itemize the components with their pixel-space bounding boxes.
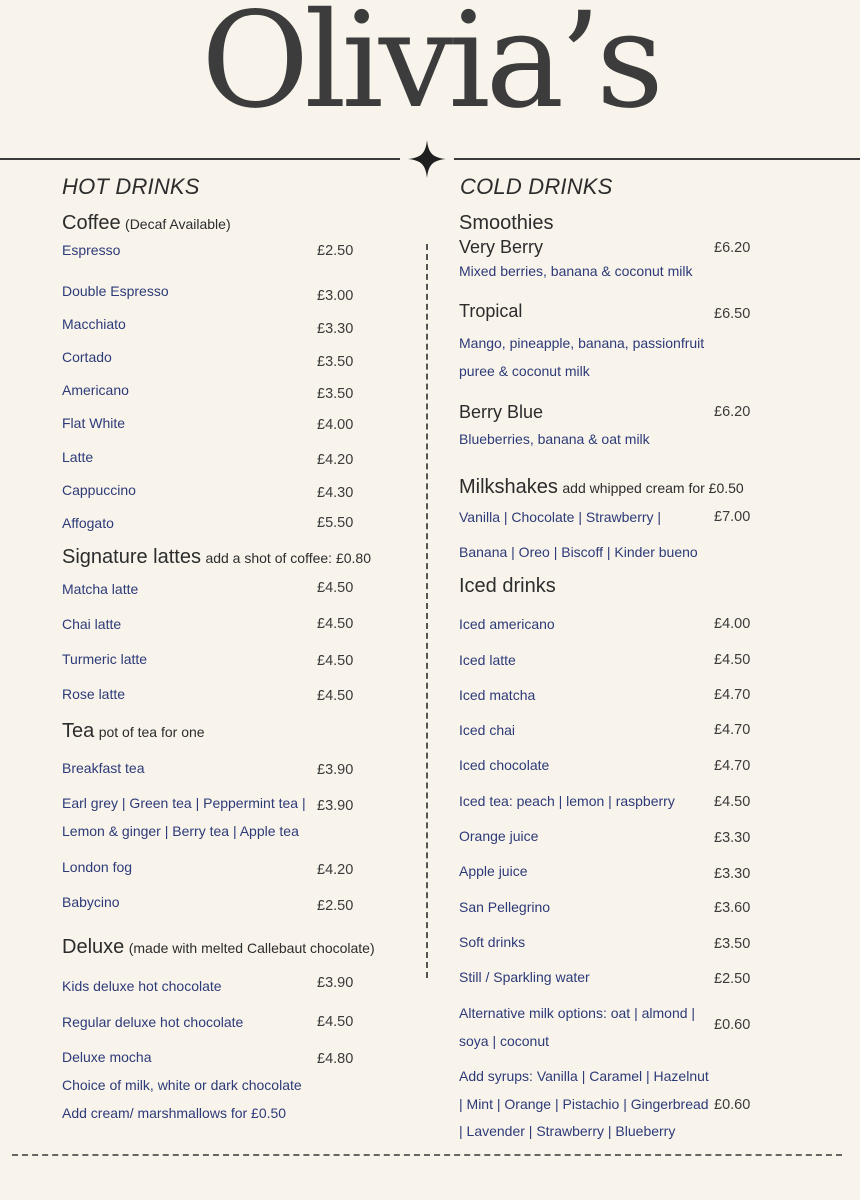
menu-title: Olivia’s	[201, 0, 659, 138]
smoothie-description: Mixed berries, banana & coconut milk	[459, 263, 693, 279]
menu-item-price: £3.30	[317, 321, 354, 337]
menu-item-price: £4.50	[317, 580, 354, 596]
iced-drinks-title: Iced drinks	[459, 575, 556, 597]
coffee-header	[62, 212, 231, 235]
menu-item-price: £4.50	[317, 1014, 354, 1030]
tea-list-line-1: Earl grey | Green tea | Peppermint tea |	[62, 795, 306, 811]
menu-item-price: £3.90	[317, 798, 354, 814]
menu-item-price: £4.20	[317, 862, 354, 878]
menu-item-name: Espresso	[62, 242, 121, 258]
menu-item-price: £4.50	[714, 652, 751, 668]
menu-item-price: £4.20	[317, 452, 354, 468]
smoothie-name: Tropical	[459, 301, 523, 321]
menu-item-price: £3.50	[317, 354, 354, 370]
deluxe-choice-note: Choice of milk, white or dark chocolate	[62, 1077, 302, 1093]
menu-item-price: £4.00	[317, 417, 354, 433]
menu-item-name: London fog	[62, 859, 133, 875]
menu-item-name: Apple juice	[459, 863, 528, 879]
menu-item-name: Deluxe mocha	[62, 1049, 152, 1065]
syrups-line-1: Add syrups: Vanilla | Caramel | Hazelnut	[459, 1068, 709, 1084]
footer-divider	[12, 1154, 842, 1156]
menu-item-price: £3.30	[714, 830, 751, 846]
menu-item-price: £4.50	[317, 688, 354, 704]
deluxe-title: Deluxe	[62, 936, 125, 958]
milkshake-flavours-line-2: Banana | Oreo | Biscoff | Kinder bueno	[459, 544, 698, 560]
hot-drinks-heading: HOT DRINKS	[62, 174, 200, 199]
smoothie-description: puree & coconut milk	[459, 363, 590, 379]
menu-item-price: £2.50	[317, 898, 354, 914]
menu-item-price: £6.20	[714, 240, 751, 256]
menu-item-name: Rose latte	[62, 686, 126, 702]
tea-note: pot of tea for one	[98, 724, 205, 740]
menu-item-price: £4.70	[714, 687, 751, 703]
menu-item-price: £3.30	[714, 866, 751, 882]
smoothie-name: Very Berry	[459, 237, 544, 257]
menu-item-name: Breakfast tea	[62, 760, 145, 776]
tea-title: Tea	[62, 720, 95, 742]
milkshake-flavours-line-1: Vanilla | Chocolate | Strawberry |	[459, 509, 662, 525]
tea-list-line-2: Lemon & ginger | Berry tea | Apple tea	[62, 823, 299, 839]
deluxe-header	[62, 936, 375, 959]
menu-item-price: £3.50	[317, 386, 354, 402]
menu-item-price: £4.00	[714, 616, 751, 632]
menu-item-name: Chai latte	[62, 616, 122, 632]
menu-item-price: £3.90	[317, 762, 354, 778]
menu-item-name: San Pellegrino	[459, 899, 551, 915]
deluxe-note: (made with melted Callebaut chocolate)	[128, 940, 375, 956]
menu-item-price: £6.20	[714, 404, 751, 420]
syrups-line-3: | Lavender | Strawberry | Blueberry	[459, 1123, 676, 1139]
menu-item-name: Regular deluxe hot chocolate	[62, 1014, 244, 1030]
menu-item-price: £2.50	[317, 243, 354, 259]
menu-item-price: £7.00	[714, 509, 751, 525]
menu-item-name: Cortado	[62, 349, 112, 365]
smoothie-description: Mango, pineapple, banana, passionfruit	[459, 335, 705, 351]
menu-item-name: Iced latte	[459, 652, 516, 668]
menu-item-name: Turmeric latte	[62, 651, 148, 667]
coffee-note: (Decaf Available)	[125, 216, 231, 232]
header-divider-right	[454, 158, 860, 160]
menu-item-name: Babycino	[62, 894, 120, 910]
menu-item-price: £6.50	[714, 306, 751, 322]
menu-item-name: Iced matcha	[459, 687, 536, 703]
menu-item-name: Iced chai	[459, 722, 516, 738]
menu-item-price: £4.30	[317, 485, 354, 501]
menu-item-price: £4.50	[714, 794, 751, 810]
menu-item-price: £5.50	[317, 515, 354, 531]
menu-item-price: £3.60	[714, 900, 751, 916]
menu-item-price: £3.00	[317, 288, 354, 304]
menu-item-price: £2.50	[714, 971, 751, 987]
menu-item-name: Matcha latte	[62, 581, 139, 597]
milkshakes-note: add whipped cream for £0.50	[562, 480, 744, 496]
column-divider	[426, 244, 428, 978]
menu-item-price: £4.50	[317, 616, 354, 632]
coffee-title: Coffee	[62, 212, 121, 234]
milkshakes-header	[459, 476, 744, 499]
menu-item-price: £0.60	[714, 1017, 751, 1033]
menu-item-price: £4.70	[714, 722, 751, 738]
menu-item-name: Affogato	[62, 515, 114, 531]
header-divider-left	[0, 158, 400, 160]
tea-header	[62, 720, 205, 743]
menu-item-price: £4.50	[317, 653, 354, 669]
sparkle-star-icon	[408, 140, 446, 178]
smoothie-description: Blueberries, banana & oat milk	[459, 431, 650, 447]
syrups-line-2: | Mint | Orange | Pistachio | Gingerbread	[459, 1096, 709, 1112]
menu-item-name: Iced chocolate	[459, 757, 550, 773]
menu-item-price: £4.70	[714, 758, 751, 774]
smoothie-name: Berry Blue	[459, 402, 544, 422]
menu-item-name: Cappuccino	[62, 482, 136, 498]
menu-item-price: £3.50	[714, 936, 751, 952]
menu-item-name: Orange juice	[459, 828, 539, 844]
alt-milk-line-1: Alternative milk options: oat | almond |	[459, 1005, 696, 1021]
menu-item-price: £3.90	[317, 975, 354, 991]
menu-item-name: Double Espresso	[62, 283, 169, 299]
menu-item-name: Flat White	[62, 415, 126, 431]
menu-item-name: Iced americano	[459, 616, 555, 632]
menu-item-name: Macchiato	[62, 316, 126, 332]
deluxe-cream-note: Add cream/ marshmallows for £0.50	[62, 1105, 287, 1121]
signature-lattes-header	[62, 546, 371, 569]
menu-item-price: £0.60	[714, 1097, 751, 1113]
menu-item-name: Still / Sparkling water	[459, 969, 590, 985]
menu-item-name: Americano	[62, 382, 129, 398]
menu-item-name: Kids deluxe hot chocolate	[62, 978, 222, 994]
smoothies-title: Smoothies	[459, 212, 554, 234]
signature-lattes-title: Signature lattes	[62, 546, 201, 568]
alt-milk-line-2: soya | coconut	[459, 1033, 550, 1049]
milkshakes-title: Milkshakes	[459, 476, 558, 498]
menu-item-name: Iced tea: peach | lemon | raspberry	[459, 793, 675, 809]
menu-item-name: Latte	[62, 449, 94, 465]
cold-drinks-heading: COLD DRINKS	[460, 174, 613, 199]
menu-item-name: Soft drinks	[459, 934, 526, 950]
menu-item-price: £4.80	[317, 1051, 354, 1067]
signature-lattes-note: add a shot of coffee: £0.80	[205, 550, 371, 566]
